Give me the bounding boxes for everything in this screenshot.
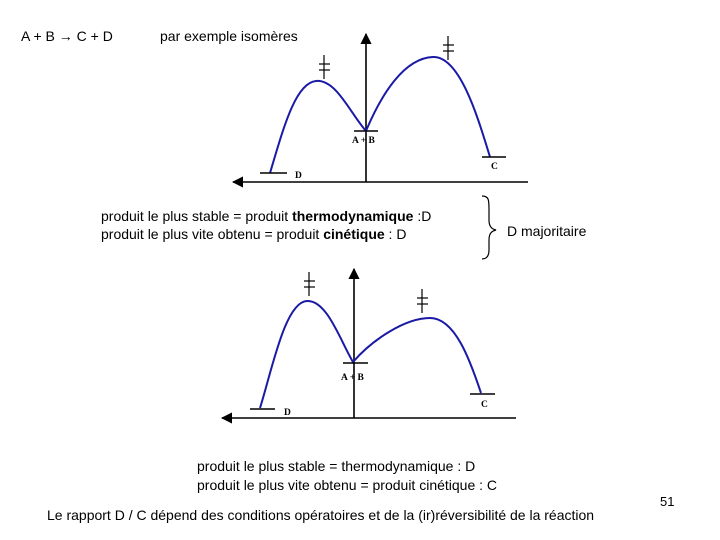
energy-curve (270, 57, 490, 173)
footer-text: Le rapport D / C dépend des conditions opératoires et de la (ir)réversibilité de la réaction (47, 507, 595, 523)
transition-state-marker (319, 55, 330, 79)
block2-line2: produit le plus vite obtenu = produit cinétique : C (197, 477, 498, 493)
transition-state-marker (443, 36, 454, 60)
block1-line2-prefix: produit le plus vite obtenu = produit (101, 226, 324, 242)
diagram2-label-D: D (284, 408, 291, 418)
diagram2-label-C: C (481, 400, 488, 410)
block1-line1 (101, 208, 431, 224)
energy-curve (260, 301, 481, 408)
reaction-equation: A + B → C + D (21, 28, 113, 44)
energy-diagram-2 (222, 269, 516, 418)
transition-state-marker (304, 272, 315, 296)
diagram1-label-C: C (491, 162, 498, 172)
block1-line1-suffix: :D (413, 208, 432, 224)
diagram1-label-AB: A + B (352, 136, 375, 146)
energy-diagram-1 (233, 34, 528, 182)
brace (482, 196, 496, 259)
block1-line1-bold: thermodynamique (292, 208, 414, 224)
header-note: par exemple isomères (160, 28, 298, 44)
block1-line2-bold: cinétique (323, 226, 385, 242)
transition-state-marker (417, 289, 428, 313)
block1-line1-prefix: produit le plus stable = produit (101, 208, 293, 224)
diagram1-label-D: D (295, 171, 302, 181)
block2-line1: produit le plus stable = thermodynamique : D (197, 458, 476, 474)
block1-line2-suffix: : D (384, 226, 407, 242)
conclusion-text: D majoritaire (507, 223, 587, 239)
page-number: 51 (660, 494, 675, 509)
block1-line2 (101, 226, 406, 242)
diagram2-label-AB: A + B (341, 373, 364, 383)
